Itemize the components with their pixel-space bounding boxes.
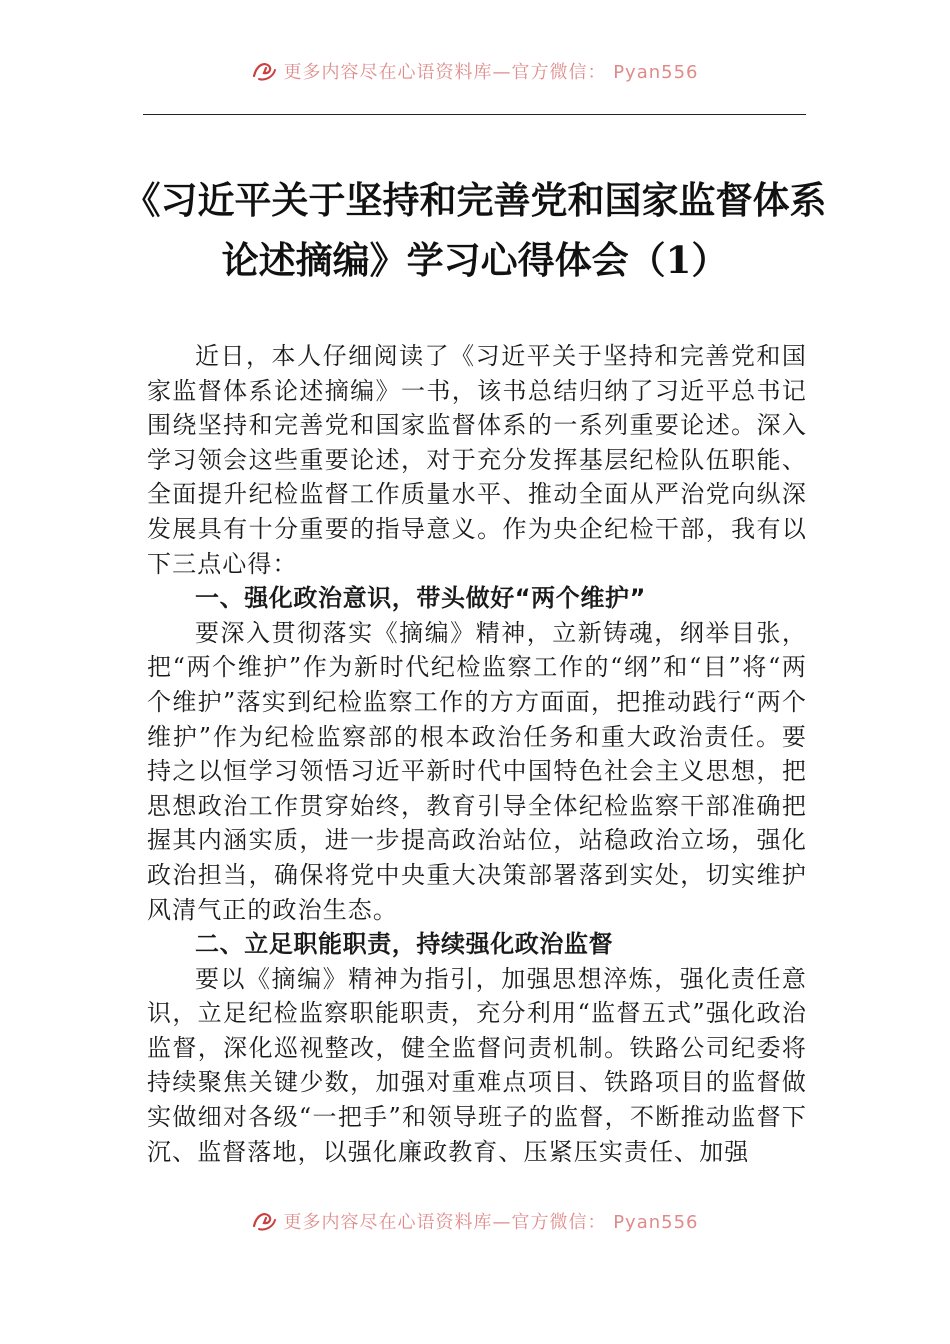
- watermark-text: 更多内容尽在心语资料库—官方微信： Pyan556: [283, 1212, 699, 1233]
- section-heading-2: 二、立足职能职责，持续强化政治监督: [195, 930, 614, 959]
- section-paragraph-1: 要深入贯彻落实《摘编》精神，立新铸魂，纲举目张，把“两个维护”作为新时代纪检监察工作的“纲”和“目”将“两个维护”落实到纪检监察工作的方方面面，把推动践行“两个维护”作为纪检监察部的根本政治任务和重大政治责任。要持之以恒学习领悟习近平新时代中国特色社会主义思想，把思想政治工作贯穿始终，教育引导全体纪检监察干部准确把握其内涵实质，进一步提高政治站位，站稳政治立场，强化政治担当，确保将党中央重大决策部署落到实处，切实维护风清气正的政治生态。: [147, 618, 807, 924]
- document-body: [147, 339, 807, 1169]
- intro-paragraph: 近日，本人仔细阅读了《习近平关于坚持和完善党和国家监督体系论述摘编》一书，该书总结归纳了习近平总书记围绕坚持和完善党和国家监督体系的一系列重要论述。深入学习领会这些重要论述，对于充分发挥基层纪检队伍职能、全面提升纪检监督工作质量水平、推动全面从严治党向纵深发展具有十分重要的指导意义。作为央企纪检干部，我有以下三点心得：: [147, 342, 807, 578]
- watermark-text: 更多内容尽在心语资料库—官方微信： Pyan556: [283, 62, 699, 83]
- brand-logo-icon: [251, 1210, 277, 1232]
- document-title: 《习近平关于坚持和完善党和国家监督体系论述摘编》学习心得体会（1）: [123, 178, 827, 282]
- brand-logo-icon: [251, 60, 277, 82]
- header-divider: [143, 114, 806, 115]
- section-heading-1: 一、强化政治意识，带头做好“两个维护”: [195, 584, 646, 613]
- watermark-footer: [0, 1206, 950, 1236]
- section-paragraph-2: 要以《摘编》精神为指引，加强思想淬炼，强化责任意识，立足纪检监察职能职责，充分利用“监督五式”强化政治监督，深化巡视整改，健全监督问责机制。铁路公司纪委将持续聚焦关键少数，加强对重难点项目、铁路项目的监督做实做细对各级“一把手”和领导班子的监督，不断推动监督下沉、监督落地，以强化廉政教育、压紧压实责任、加强: [147, 964, 807, 1166]
- watermark-header: [0, 56, 950, 86]
